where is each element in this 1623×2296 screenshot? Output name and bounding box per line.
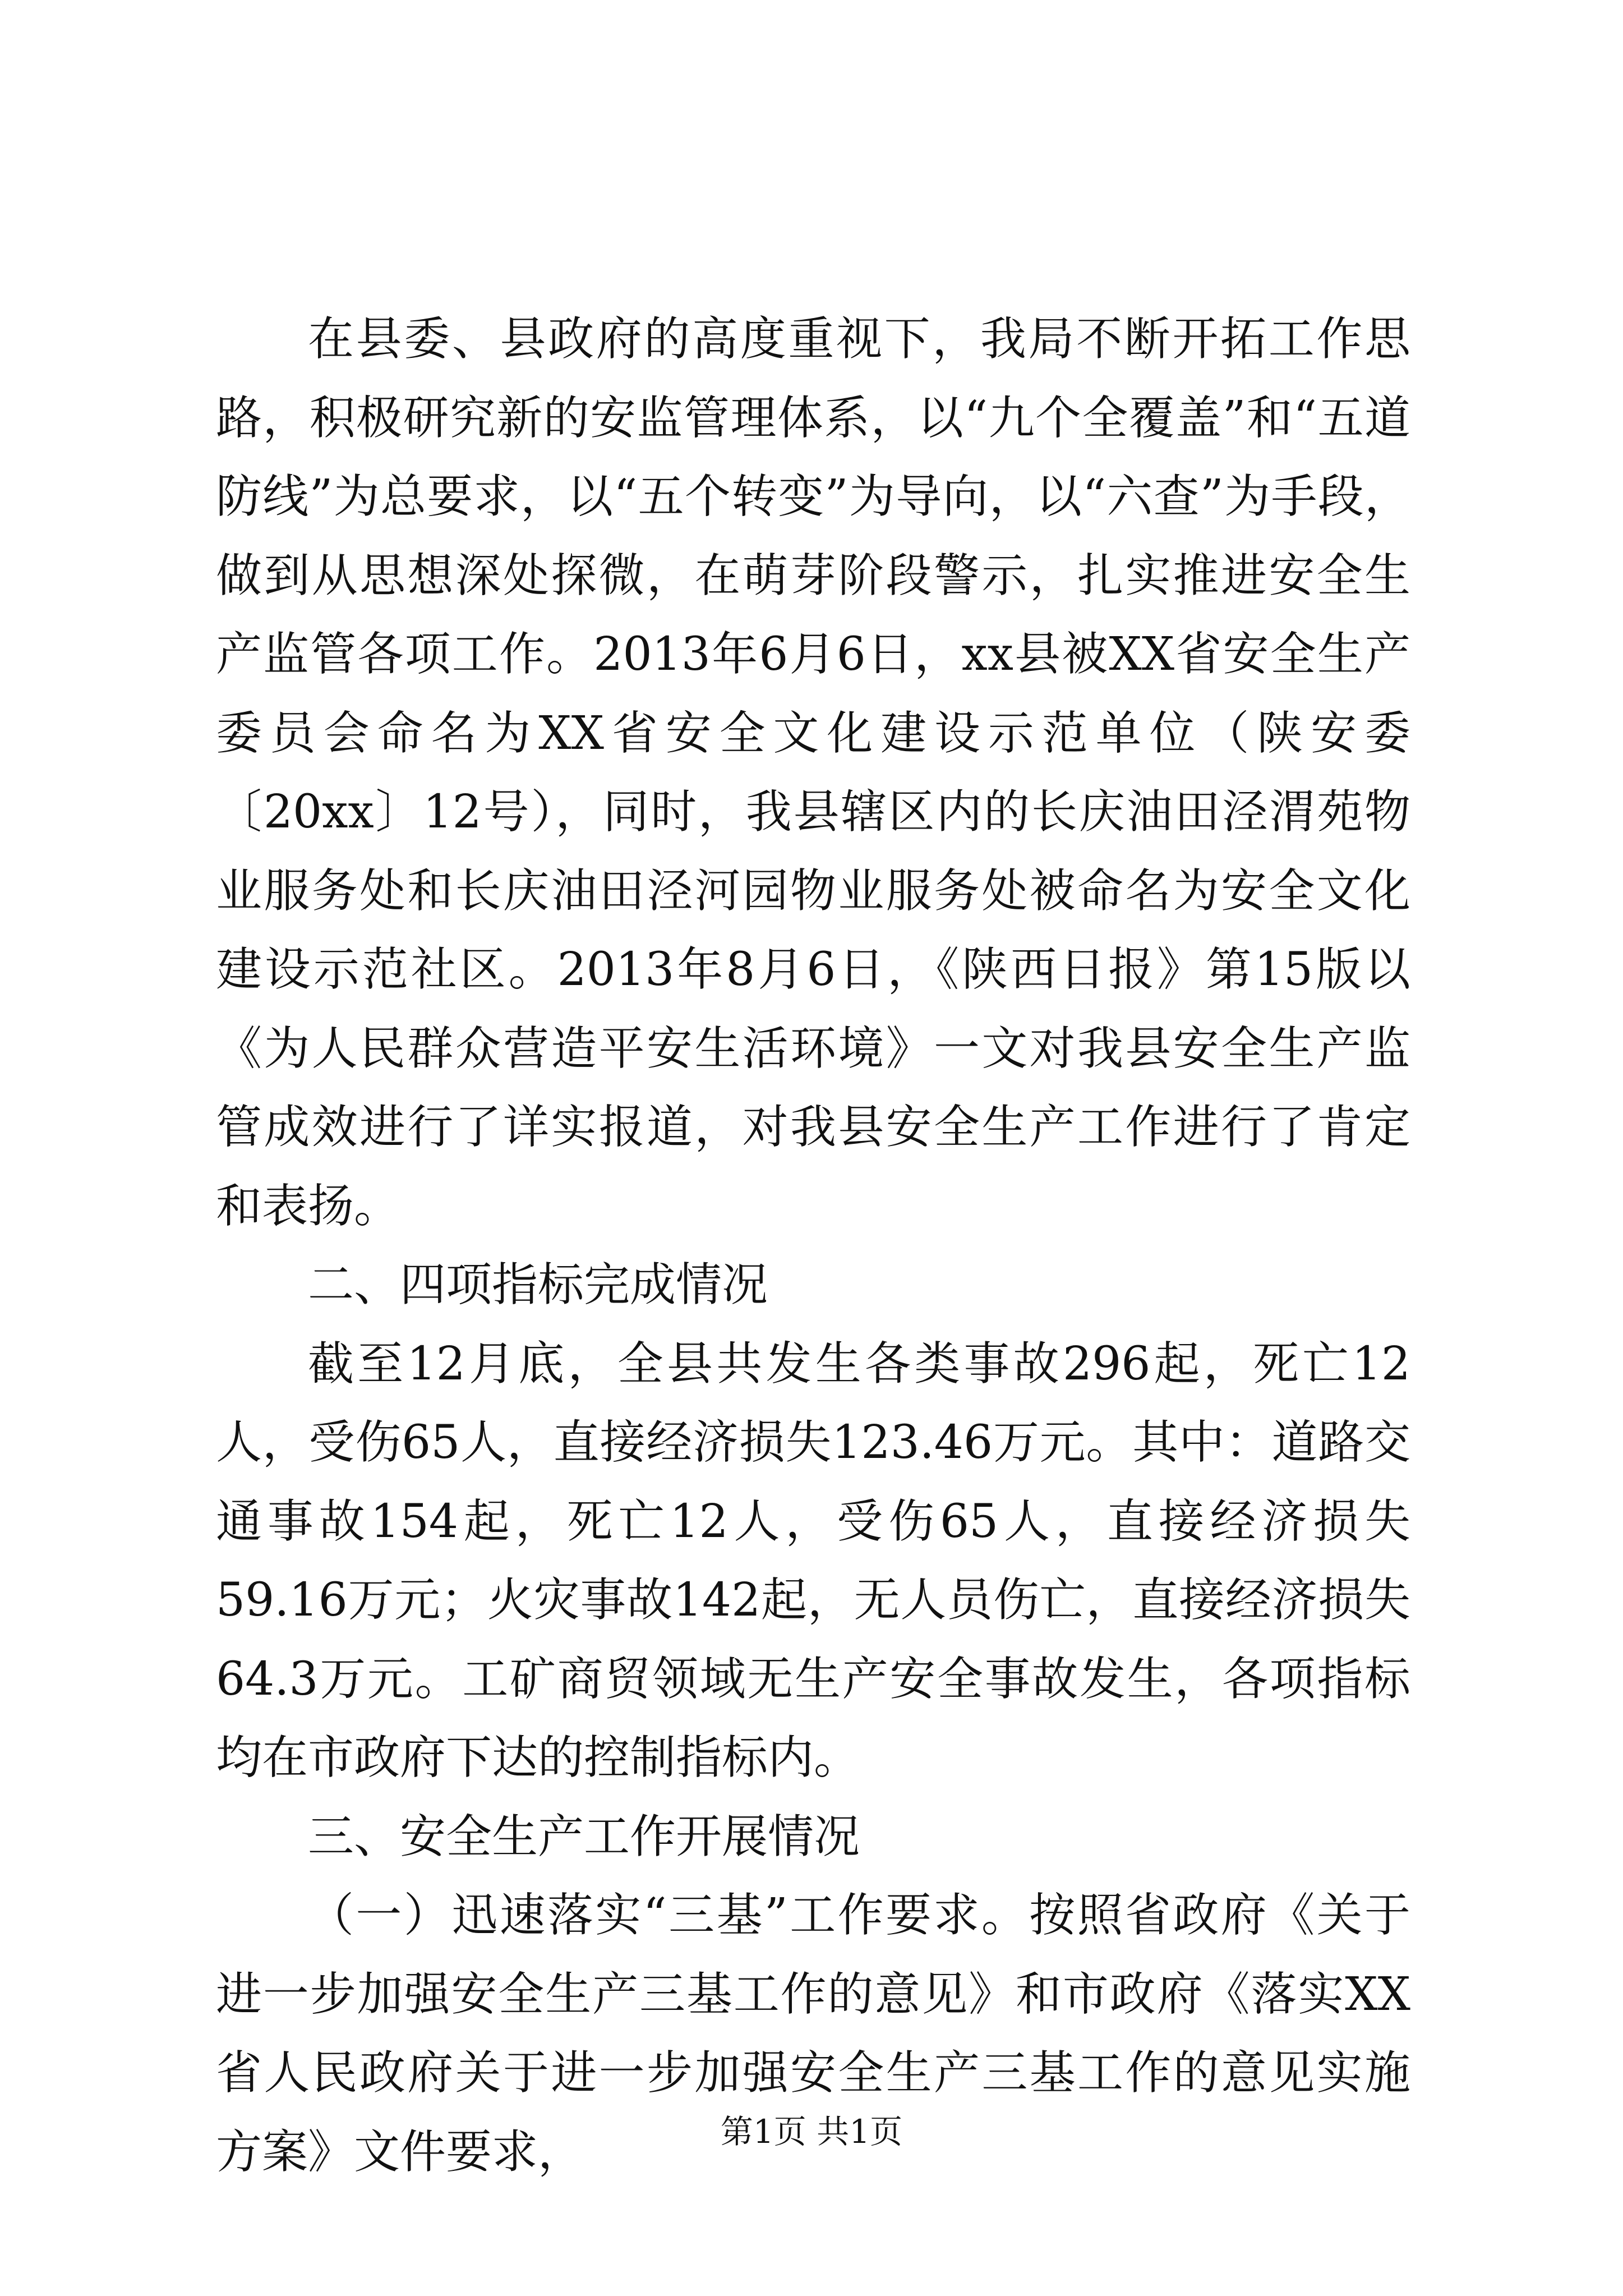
section-heading-two: 二、四项指标完成情况 <box>308 1258 768 1312</box>
document-body <box>216 300 1410 2192</box>
page-footer: 第1页 共1页 <box>720 2113 903 2151</box>
paragraph-intro: 在县委、县政府的高度重视下，我局不断开拓工作思路，积极研究新的安监管理体系，以“九个全覆盖”和“五道防线”为总要求，以“五个转变”为导向，以“六查”为手段，做到从思想深处探微，在萌芽阶段警示，扎实推进安全生产监管各项工作。2013年6月6日，xx县被XX省安全生产委员会命名为XX省安全文化建设示范单位（陕安委〔20xx〕12号），同时，我县辖区内的长庆油田泾渭苑物业服务处和长庆油田泾河园物业服务处被命名为安全文化建设示范社区。2013年8月6日，《陕西日报》第15版以《为人民群众营造平安生活环境》一文对我县安全生产监管成效进行了详实报道，对我县安全生产工作进行了肯定和表扬。 <box>216 312 1410 1233</box>
paragraph-sanji: （一）迅速落实“三基”工作要求。按照省政府《关于进一步加强安全生产三基工作的意见》和市政府《落实XX省人民政府关于进一步加强安全生产三基工作的意见实施方案》文件要求， <box>216 1889 1410 2179</box>
section-heading-three: 三、安全生产工作开展情况 <box>308 1810 860 1864</box>
paragraph-indicators: 截至12月底，全县共发生各类事故296起，死亡12人，受伤65人，直接经济损失123.46万元。其中：道路交通事故154起，死亡12人，受伤65人，直接经济损失59.16万元；火灾事故142起，无人员伤亡，直接经济损失64.3万元。工矿商贸领域无生产安全事故发生，各项指标均在市政府下达的控制指标内。 <box>216 1337 1410 1784</box>
